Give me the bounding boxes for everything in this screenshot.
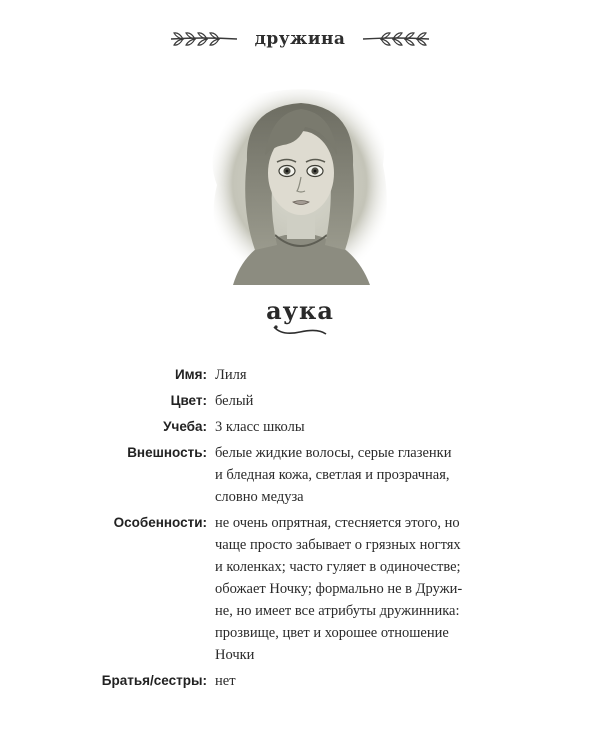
info-label: Особенности: [113,515,207,530]
info-label: Учеба: [163,419,207,434]
info-value-line: Лиля [215,367,247,383]
character-info-table [0,364,600,696]
info-label: Внешность: [127,445,207,460]
info-value-line: прозвище, цвет и хорошее отношение [215,625,449,641]
info-value-line: словно медуза [215,489,304,505]
info-row-color [0,390,600,412]
info-value-line: обожает Ночку; формально не в Дружи- [215,581,463,597]
info-value [215,390,477,412]
info-label: Имя: [174,367,207,382]
info-value-line: не, но имеет все атрибуты дружинника: [215,603,460,619]
info-row-appearance [0,442,600,508]
info-value-line: белый [215,393,254,409]
flourish-divider-icon [272,323,328,337]
info-value-line: нет [215,673,236,689]
info-value [215,416,477,438]
left-branch-ornament-icon [169,28,239,50]
info-label: Цвет: [170,393,207,408]
info-row-siblings [0,670,600,692]
info-row-study [0,416,600,438]
info-value-line: и коленках; часто гуляет в одиночестве; [215,559,461,575]
chapter-title: дружина [254,29,346,49]
info-value-line: 3 класс школы [215,419,305,435]
character-name: аука [266,296,334,325]
info-value-line: чаще просто забывает о грязных ногтях [215,537,461,553]
chapter-header [0,26,600,52]
info-value-line: Ночки [215,647,255,663]
info-row-features [0,512,600,666]
info-value [215,442,477,508]
info-value [215,364,477,386]
info-value-line: белые жидкие волосы, серые глазенки [215,445,452,461]
info-value-line: не очень опрятная, стесняется этого, но [215,515,460,531]
info-value [215,512,477,666]
info-label: Братья/сестры: [101,673,207,688]
info-value [215,670,477,692]
right-branch-ornament-icon [361,28,431,50]
info-value-line: и бледная кожа, светлая и прозрачная, [215,467,450,483]
girl-portrait-icon [205,85,395,285]
info-row-name [0,364,600,386]
